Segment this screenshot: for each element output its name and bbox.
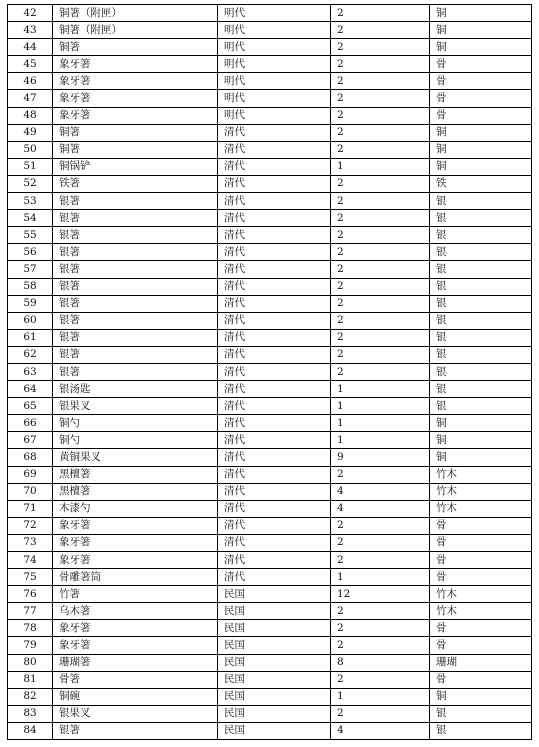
quantity-cell: 2 bbox=[331, 261, 430, 278]
material-cell: 竹木 bbox=[430, 466, 532, 483]
era-cell: 清代 bbox=[218, 295, 331, 312]
era-cell: 清代 bbox=[218, 158, 331, 175]
material-cell: 银 bbox=[430, 193, 532, 210]
row-number-cell: 45 bbox=[8, 56, 53, 73]
quantity-cell: 2 bbox=[331, 363, 430, 380]
quantity-cell: 2 bbox=[331, 312, 430, 329]
row-number-cell: 84 bbox=[8, 722, 53, 739]
artifact-table bbox=[7, 4, 532, 740]
item-name-cell: 银箸 bbox=[53, 312, 218, 329]
table-row bbox=[8, 124, 532, 141]
era-cell: 清代 bbox=[218, 500, 331, 517]
row-number-cell: 68 bbox=[8, 449, 53, 466]
item-name-cell: 银箸 bbox=[53, 227, 218, 244]
row-number-cell: 44 bbox=[8, 39, 53, 56]
quantity-cell: 8 bbox=[331, 654, 430, 671]
era-cell: 清代 bbox=[218, 569, 331, 586]
material-cell: 银 bbox=[430, 381, 532, 398]
item-name-cell: 珊瑚箸 bbox=[53, 654, 218, 671]
material-cell: 竹木 bbox=[430, 500, 532, 517]
era-cell: 清代 bbox=[218, 312, 331, 329]
era-cell: 民国 bbox=[218, 671, 331, 688]
era-cell: 民国 bbox=[218, 603, 331, 620]
material-cell: 骨 bbox=[430, 552, 532, 569]
item-name-cell: 铜勺 bbox=[53, 432, 218, 449]
era-cell: 民国 bbox=[218, 620, 331, 637]
row-number-cell: 78 bbox=[8, 620, 53, 637]
table-row bbox=[8, 158, 532, 175]
quantity-cell: 2 bbox=[331, 73, 430, 90]
material-cell: 银 bbox=[430, 398, 532, 415]
row-number-cell: 80 bbox=[8, 654, 53, 671]
quantity-cell: 2 bbox=[331, 56, 430, 73]
quantity-cell: 2 bbox=[331, 278, 430, 295]
row-number-cell: 47 bbox=[8, 90, 53, 107]
row-number-cell: 49 bbox=[8, 124, 53, 141]
item-name-cell: 铜勺 bbox=[53, 415, 218, 432]
table-row bbox=[8, 227, 532, 244]
row-number-cell: 71 bbox=[8, 500, 53, 517]
table-row bbox=[8, 261, 532, 278]
item-name-cell: 象牙箸 bbox=[53, 637, 218, 654]
table-row bbox=[8, 90, 532, 107]
quantity-cell: 2 bbox=[331, 22, 430, 39]
quantity-cell: 1 bbox=[331, 415, 430, 432]
era-cell: 清代 bbox=[218, 483, 331, 500]
material-cell: 铜 bbox=[430, 5, 532, 22]
quantity-cell: 1 bbox=[331, 432, 430, 449]
item-name-cell: 铜箸（附匣） bbox=[53, 22, 218, 39]
row-number-cell: 43 bbox=[8, 22, 53, 39]
table-row bbox=[8, 295, 532, 312]
material-cell: 银 bbox=[430, 705, 532, 722]
quantity-cell: 2 bbox=[331, 193, 430, 210]
era-cell: 清代 bbox=[218, 466, 331, 483]
table-row bbox=[8, 654, 532, 671]
row-number-cell: 65 bbox=[8, 398, 53, 415]
item-name-cell: 铜箸（附匣） bbox=[53, 5, 218, 22]
item-name-cell: 黄铜果叉 bbox=[53, 449, 218, 466]
item-name-cell: 象牙箸 bbox=[53, 56, 218, 73]
table-row bbox=[8, 381, 532, 398]
row-number-cell: 81 bbox=[8, 671, 53, 688]
table-row bbox=[8, 500, 532, 517]
material-cell: 银 bbox=[430, 295, 532, 312]
era-cell: 清代 bbox=[218, 415, 331, 432]
material-cell: 银 bbox=[430, 244, 532, 261]
era-cell: 清代 bbox=[218, 381, 331, 398]
era-cell: 清代 bbox=[218, 552, 331, 569]
quantity-cell: 1 bbox=[331, 569, 430, 586]
material-cell: 铜 bbox=[430, 22, 532, 39]
quantity-cell: 2 bbox=[331, 552, 430, 569]
item-name-cell: 铜箸 bbox=[53, 141, 218, 158]
quantity-cell: 2 bbox=[331, 227, 430, 244]
material-cell: 银 bbox=[430, 363, 532, 380]
item-name-cell: 银箸 bbox=[53, 329, 218, 346]
era-cell: 民国 bbox=[218, 722, 331, 739]
material-cell: 骨 bbox=[430, 534, 532, 551]
item-name-cell: 铁箸 bbox=[53, 175, 218, 192]
era-cell: 明代 bbox=[218, 90, 331, 107]
quantity-cell: 4 bbox=[331, 500, 430, 517]
era-cell: 清代 bbox=[218, 227, 331, 244]
table-row bbox=[8, 637, 532, 654]
material-cell: 银 bbox=[430, 312, 532, 329]
material-cell: 骨 bbox=[430, 73, 532, 90]
quantity-cell: 2 bbox=[331, 620, 430, 637]
table-row bbox=[8, 73, 532, 90]
row-number-cell: 72 bbox=[8, 517, 53, 534]
era-cell: 清代 bbox=[218, 398, 331, 415]
item-name-cell: 骨雕箸筒 bbox=[53, 569, 218, 586]
table-row bbox=[8, 603, 532, 620]
material-cell: 银 bbox=[430, 278, 532, 295]
row-number-cell: 67 bbox=[8, 432, 53, 449]
era-cell: 清代 bbox=[218, 278, 331, 295]
quantity-cell: 12 bbox=[331, 586, 430, 603]
quantity-cell: 2 bbox=[331, 705, 430, 722]
quantity-cell: 1 bbox=[331, 398, 430, 415]
row-number-cell: 79 bbox=[8, 637, 53, 654]
quantity-cell: 1 bbox=[331, 688, 430, 705]
row-number-cell: 69 bbox=[8, 466, 53, 483]
era-cell: 明代 bbox=[218, 73, 331, 90]
row-number-cell: 56 bbox=[8, 244, 53, 261]
table-row bbox=[8, 534, 532, 551]
quantity-cell: 2 bbox=[331, 671, 430, 688]
era-cell: 民国 bbox=[218, 586, 331, 603]
row-number-cell: 52 bbox=[8, 175, 53, 192]
item-name-cell: 银箸 bbox=[53, 722, 218, 739]
material-cell: 铜 bbox=[430, 688, 532, 705]
era-cell: 清代 bbox=[218, 210, 331, 227]
row-number-cell: 73 bbox=[8, 534, 53, 551]
item-name-cell: 象牙箸 bbox=[53, 517, 218, 534]
item-name-cell: 骨箸 bbox=[53, 671, 218, 688]
item-name-cell: 竹箸 bbox=[53, 586, 218, 603]
era-cell: 清代 bbox=[218, 244, 331, 261]
item-name-cell: 象牙箸 bbox=[53, 534, 218, 551]
table-row bbox=[8, 722, 532, 739]
item-name-cell: 铜箸 bbox=[53, 39, 218, 56]
row-number-cell: 54 bbox=[8, 210, 53, 227]
material-cell: 银 bbox=[430, 261, 532, 278]
item-name-cell: 银箸 bbox=[53, 363, 218, 380]
item-name-cell: 银箸 bbox=[53, 346, 218, 363]
row-number-cell: 76 bbox=[8, 586, 53, 603]
material-cell: 铜 bbox=[430, 141, 532, 158]
era-cell: 清代 bbox=[218, 175, 331, 192]
item-name-cell: 铜碗 bbox=[53, 688, 218, 705]
material-cell: 骨 bbox=[430, 107, 532, 124]
item-name-cell: 铜箸 bbox=[53, 124, 218, 141]
material-cell: 珊瑚 bbox=[430, 654, 532, 671]
row-number-cell: 66 bbox=[8, 415, 53, 432]
item-name-cell: 银箸 bbox=[53, 278, 218, 295]
row-number-cell: 61 bbox=[8, 329, 53, 346]
material-cell: 铜 bbox=[430, 39, 532, 56]
item-name-cell: 木漆勺 bbox=[53, 500, 218, 517]
table-row bbox=[8, 466, 532, 483]
item-name-cell: 银汤匙 bbox=[53, 381, 218, 398]
quantity-cell: 4 bbox=[331, 483, 430, 500]
row-number-cell: 58 bbox=[8, 278, 53, 295]
table-row bbox=[8, 398, 532, 415]
table-row bbox=[8, 671, 532, 688]
artifact-table-body bbox=[8, 5, 532, 740]
item-name-cell: 铜锅铲 bbox=[53, 158, 218, 175]
row-number-cell: 62 bbox=[8, 346, 53, 363]
era-cell: 民国 bbox=[218, 637, 331, 654]
era-cell: 清代 bbox=[218, 363, 331, 380]
era-cell: 明代 bbox=[218, 5, 331, 22]
material-cell: 竹木 bbox=[430, 586, 532, 603]
table-row bbox=[8, 329, 532, 346]
item-name-cell: 银箸 bbox=[53, 210, 218, 227]
row-number-cell: 50 bbox=[8, 141, 53, 158]
material-cell: 铁 bbox=[430, 175, 532, 192]
material-cell: 铜 bbox=[430, 415, 532, 432]
item-name-cell: 象牙箸 bbox=[53, 107, 218, 124]
material-cell: 银 bbox=[430, 329, 532, 346]
material-cell: 银 bbox=[430, 210, 532, 227]
table-row bbox=[8, 107, 532, 124]
table-row bbox=[8, 569, 532, 586]
quantity-cell: 2 bbox=[331, 90, 430, 107]
era-cell: 民国 bbox=[218, 654, 331, 671]
item-name-cell: 象牙箸 bbox=[53, 90, 218, 107]
item-name-cell: 象牙箸 bbox=[53, 552, 218, 569]
quantity-cell: 2 bbox=[331, 175, 430, 192]
era-cell: 明代 bbox=[218, 39, 331, 56]
table-row bbox=[8, 432, 532, 449]
table-row bbox=[8, 5, 532, 22]
material-cell: 铜 bbox=[430, 432, 532, 449]
item-name-cell: 银箸 bbox=[53, 295, 218, 312]
item-name-cell: 黑檀箸 bbox=[53, 483, 218, 500]
era-cell: 清代 bbox=[218, 124, 331, 141]
era-cell: 清代 bbox=[218, 261, 331, 278]
item-name-cell: 象牙箸 bbox=[53, 73, 218, 90]
item-name-cell: 黑檀箸 bbox=[53, 466, 218, 483]
table-row bbox=[8, 175, 532, 192]
row-number-cell: 64 bbox=[8, 381, 53, 398]
era-cell: 明代 bbox=[218, 56, 331, 73]
row-number-cell: 46 bbox=[8, 73, 53, 90]
quantity-cell: 2 bbox=[331, 329, 430, 346]
quantity-cell: 2 bbox=[331, 637, 430, 654]
table-row bbox=[8, 415, 532, 432]
material-cell: 银 bbox=[430, 722, 532, 739]
table-row bbox=[8, 705, 532, 722]
table-row bbox=[8, 312, 532, 329]
material-cell: 骨 bbox=[430, 569, 532, 586]
quantity-cell: 1 bbox=[331, 158, 430, 175]
era-cell: 清代 bbox=[218, 432, 331, 449]
material-cell: 骨 bbox=[430, 637, 532, 654]
table-row bbox=[8, 517, 532, 534]
quantity-cell: 1 bbox=[331, 381, 430, 398]
table-row bbox=[8, 22, 532, 39]
table-row bbox=[8, 39, 532, 56]
item-name-cell: 银果叉 bbox=[53, 705, 218, 722]
quantity-cell: 2 bbox=[331, 5, 430, 22]
row-number-cell: 51 bbox=[8, 158, 53, 175]
era-cell: 清代 bbox=[218, 193, 331, 210]
table-row bbox=[8, 346, 532, 363]
row-number-cell: 82 bbox=[8, 688, 53, 705]
material-cell: 骨 bbox=[430, 517, 532, 534]
era-cell: 民国 bbox=[218, 688, 331, 705]
row-number-cell: 75 bbox=[8, 569, 53, 586]
item-name-cell: 银箸 bbox=[53, 244, 218, 261]
quantity-cell: 2 bbox=[331, 141, 430, 158]
era-cell: 明代 bbox=[218, 22, 331, 39]
material-cell: 竹木 bbox=[430, 483, 532, 500]
quantity-cell: 2 bbox=[331, 295, 430, 312]
material-cell: 骨 bbox=[430, 56, 532, 73]
table-row bbox=[8, 586, 532, 603]
material-cell: 银 bbox=[430, 227, 532, 244]
material-cell: 骨 bbox=[430, 671, 532, 688]
row-number-cell: 77 bbox=[8, 603, 53, 620]
row-number-cell: 48 bbox=[8, 107, 53, 124]
item-name-cell: 银箸 bbox=[53, 193, 218, 210]
quantity-cell: 2 bbox=[331, 534, 430, 551]
era-cell: 清代 bbox=[218, 329, 331, 346]
era-cell: 民国 bbox=[218, 705, 331, 722]
table-row bbox=[8, 244, 532, 261]
era-cell: 清代 bbox=[218, 141, 331, 158]
table-row bbox=[8, 449, 532, 466]
table-row bbox=[8, 193, 532, 210]
row-number-cell: 70 bbox=[8, 483, 53, 500]
row-number-cell: 60 bbox=[8, 312, 53, 329]
item-name-cell: 银果叉 bbox=[53, 398, 218, 415]
quantity-cell: 2 bbox=[331, 210, 430, 227]
quantity-cell: 2 bbox=[331, 346, 430, 363]
material-cell: 铜 bbox=[430, 158, 532, 175]
era-cell: 清代 bbox=[218, 534, 331, 551]
quantity-cell: 2 bbox=[331, 517, 430, 534]
quantity-cell: 9 bbox=[331, 449, 430, 466]
row-number-cell: 74 bbox=[8, 552, 53, 569]
table-row bbox=[8, 552, 532, 569]
material-cell: 骨 bbox=[430, 90, 532, 107]
table-row bbox=[8, 688, 532, 705]
row-number-cell: 53 bbox=[8, 193, 53, 210]
row-number-cell: 63 bbox=[8, 363, 53, 380]
item-name-cell: 象牙箸 bbox=[53, 620, 218, 637]
row-number-cell: 42 bbox=[8, 5, 53, 22]
era-cell: 清代 bbox=[218, 517, 331, 534]
row-number-cell: 57 bbox=[8, 261, 53, 278]
table-row bbox=[8, 483, 532, 500]
item-name-cell: 银箸 bbox=[53, 261, 218, 278]
table-row bbox=[8, 210, 532, 227]
row-number-cell: 59 bbox=[8, 295, 53, 312]
row-number-cell: 55 bbox=[8, 227, 53, 244]
era-cell: 明代 bbox=[218, 107, 331, 124]
material-cell: 骨 bbox=[430, 620, 532, 637]
quantity-cell: 2 bbox=[331, 466, 430, 483]
material-cell: 铜 bbox=[430, 124, 532, 141]
material-cell: 竹木 bbox=[430, 603, 532, 620]
table-row bbox=[8, 278, 532, 295]
table-row bbox=[8, 141, 532, 158]
quantity-cell: 2 bbox=[331, 244, 430, 261]
table-row bbox=[8, 620, 532, 637]
item-name-cell: 乌木箸 bbox=[53, 603, 218, 620]
era-cell: 清代 bbox=[218, 449, 331, 466]
era-cell: 清代 bbox=[218, 346, 331, 363]
table-row bbox=[8, 56, 532, 73]
table-row bbox=[8, 363, 532, 380]
quantity-cell: 2 bbox=[331, 603, 430, 620]
quantity-cell: 2 bbox=[331, 124, 430, 141]
quantity-cell: 2 bbox=[331, 107, 430, 124]
quantity-cell: 4 bbox=[331, 722, 430, 739]
material-cell: 铜 bbox=[430, 449, 532, 466]
row-number-cell: 83 bbox=[8, 705, 53, 722]
material-cell: 银 bbox=[430, 346, 532, 363]
quantity-cell: 2 bbox=[331, 39, 430, 56]
